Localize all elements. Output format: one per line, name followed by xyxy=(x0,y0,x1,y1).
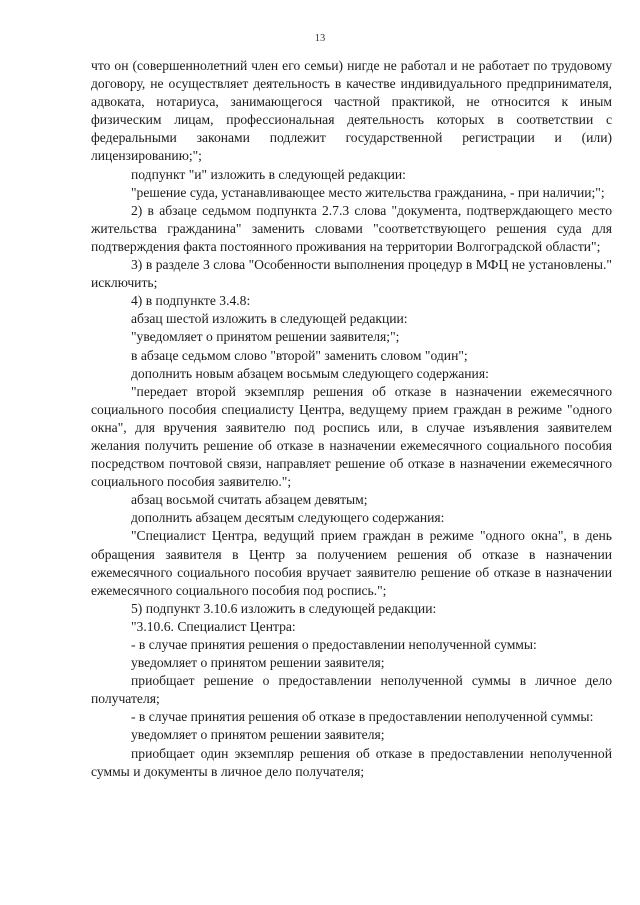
document-paragraph: в абзаце седьмом слово "второй" заменить словом "один"; xyxy=(131,347,468,363)
document-paragraph: 2) в абзаце седьмом подпункта 2.7.3 слова "документа, подтверждающего место жительства гражданина" заменить словами "соответствующего решения суда для подтверждения факта постоянного проживания на территории Волгоградской области"; xyxy=(91,202,612,254)
document-paragraph: "уведомляет о принятом решении заявителя;"; xyxy=(131,329,400,345)
document-paragraph: приобщает один экземпляр решения об отказе в предоставлении неполученной суммы и документы в личное дело получателя; xyxy=(91,745,612,779)
document-paragraph: 3) в разделе 3 слова "Особенности выполнения процедур в МФЦ не установлены." исключить; xyxy=(91,257,612,291)
document-paragraph: дополнить новым абзацем восьмым следующего содержания: xyxy=(131,365,489,381)
document-paragraph: - в случае принятия решения об отказе в предоставлении неполученной суммы: xyxy=(131,709,594,725)
document-paragraph: "3.10.6. Специалист Центра: xyxy=(131,618,296,634)
document-paragraph: "передает второй экземпляр решения об отказе в назначении ежемесячного социального пособия специалисту Центра, ведущему прием граждан в режиме "одного окна", для вручения заявителю под роспись или, в случае изъявления заявителем желания получить решение об отказе в назначении ежемесячного социального пособия посредством почтовой связи, направляет решение об отказе в назначении ежемесячного социального пособия заявителю."; xyxy=(91,383,612,490)
page-number: 13 xyxy=(314,33,326,44)
document-paragraph: - в случае принятия решения о предоставлении неполученной суммы: xyxy=(131,637,537,652)
document-paragraph: уведомляет о принятом решении заявителя; xyxy=(131,655,385,671)
document-paragraph: "Специалист Центра, ведущий прием граждан в режиме "одного окна", в день обращения заявителя в Центр за получением решения об отказе в назначении ежемесячного социального пособия вручает заявителю решение об отказе в назначении ежемесячного социального пособия под роспись."; xyxy=(91,528,612,598)
document-paragraph: 5) подпункт 3.10.6 изложить в следующей редакции: xyxy=(131,600,437,616)
document-paragraph: что он (совершеннолетний член его семьи) нигде не работал и не работает по трудовому договору, не осуществляет деятельность в качестве индивидуального предпринимателя, адвоката, нотариуса, занимающегося частной практикой, не относится к иным физическим лицам, профессиональная деятельность которых в соответствии с федеральными законами подлежит государственной регистрации и (или) лицензированию;"; xyxy=(91,58,612,164)
document-paragraph: абзац восьмой считать абзацем девятым; xyxy=(131,492,368,508)
document-paragraph: "решение суда, устанавливающее место жительства гражданина, - при наличии;"; xyxy=(131,184,605,200)
document-paragraph: подпункт "и" изложить в следующей редакции: xyxy=(131,166,406,182)
document-paragraph: уведомляет о принятом решении заявителя; xyxy=(131,727,385,743)
document-paragraph: приобщает решение о предоставлении неполученной суммы в личное дело получателя; xyxy=(91,673,612,707)
document-paragraph: дополнить абзацем десятым следующего содержания: xyxy=(131,510,445,526)
document-paragraph: абзац шестой изложить в следующей редакции: xyxy=(131,311,408,327)
document-paragraph: 4) в подпункте 3.4.8: xyxy=(131,293,251,309)
document-body xyxy=(91,57,612,781)
